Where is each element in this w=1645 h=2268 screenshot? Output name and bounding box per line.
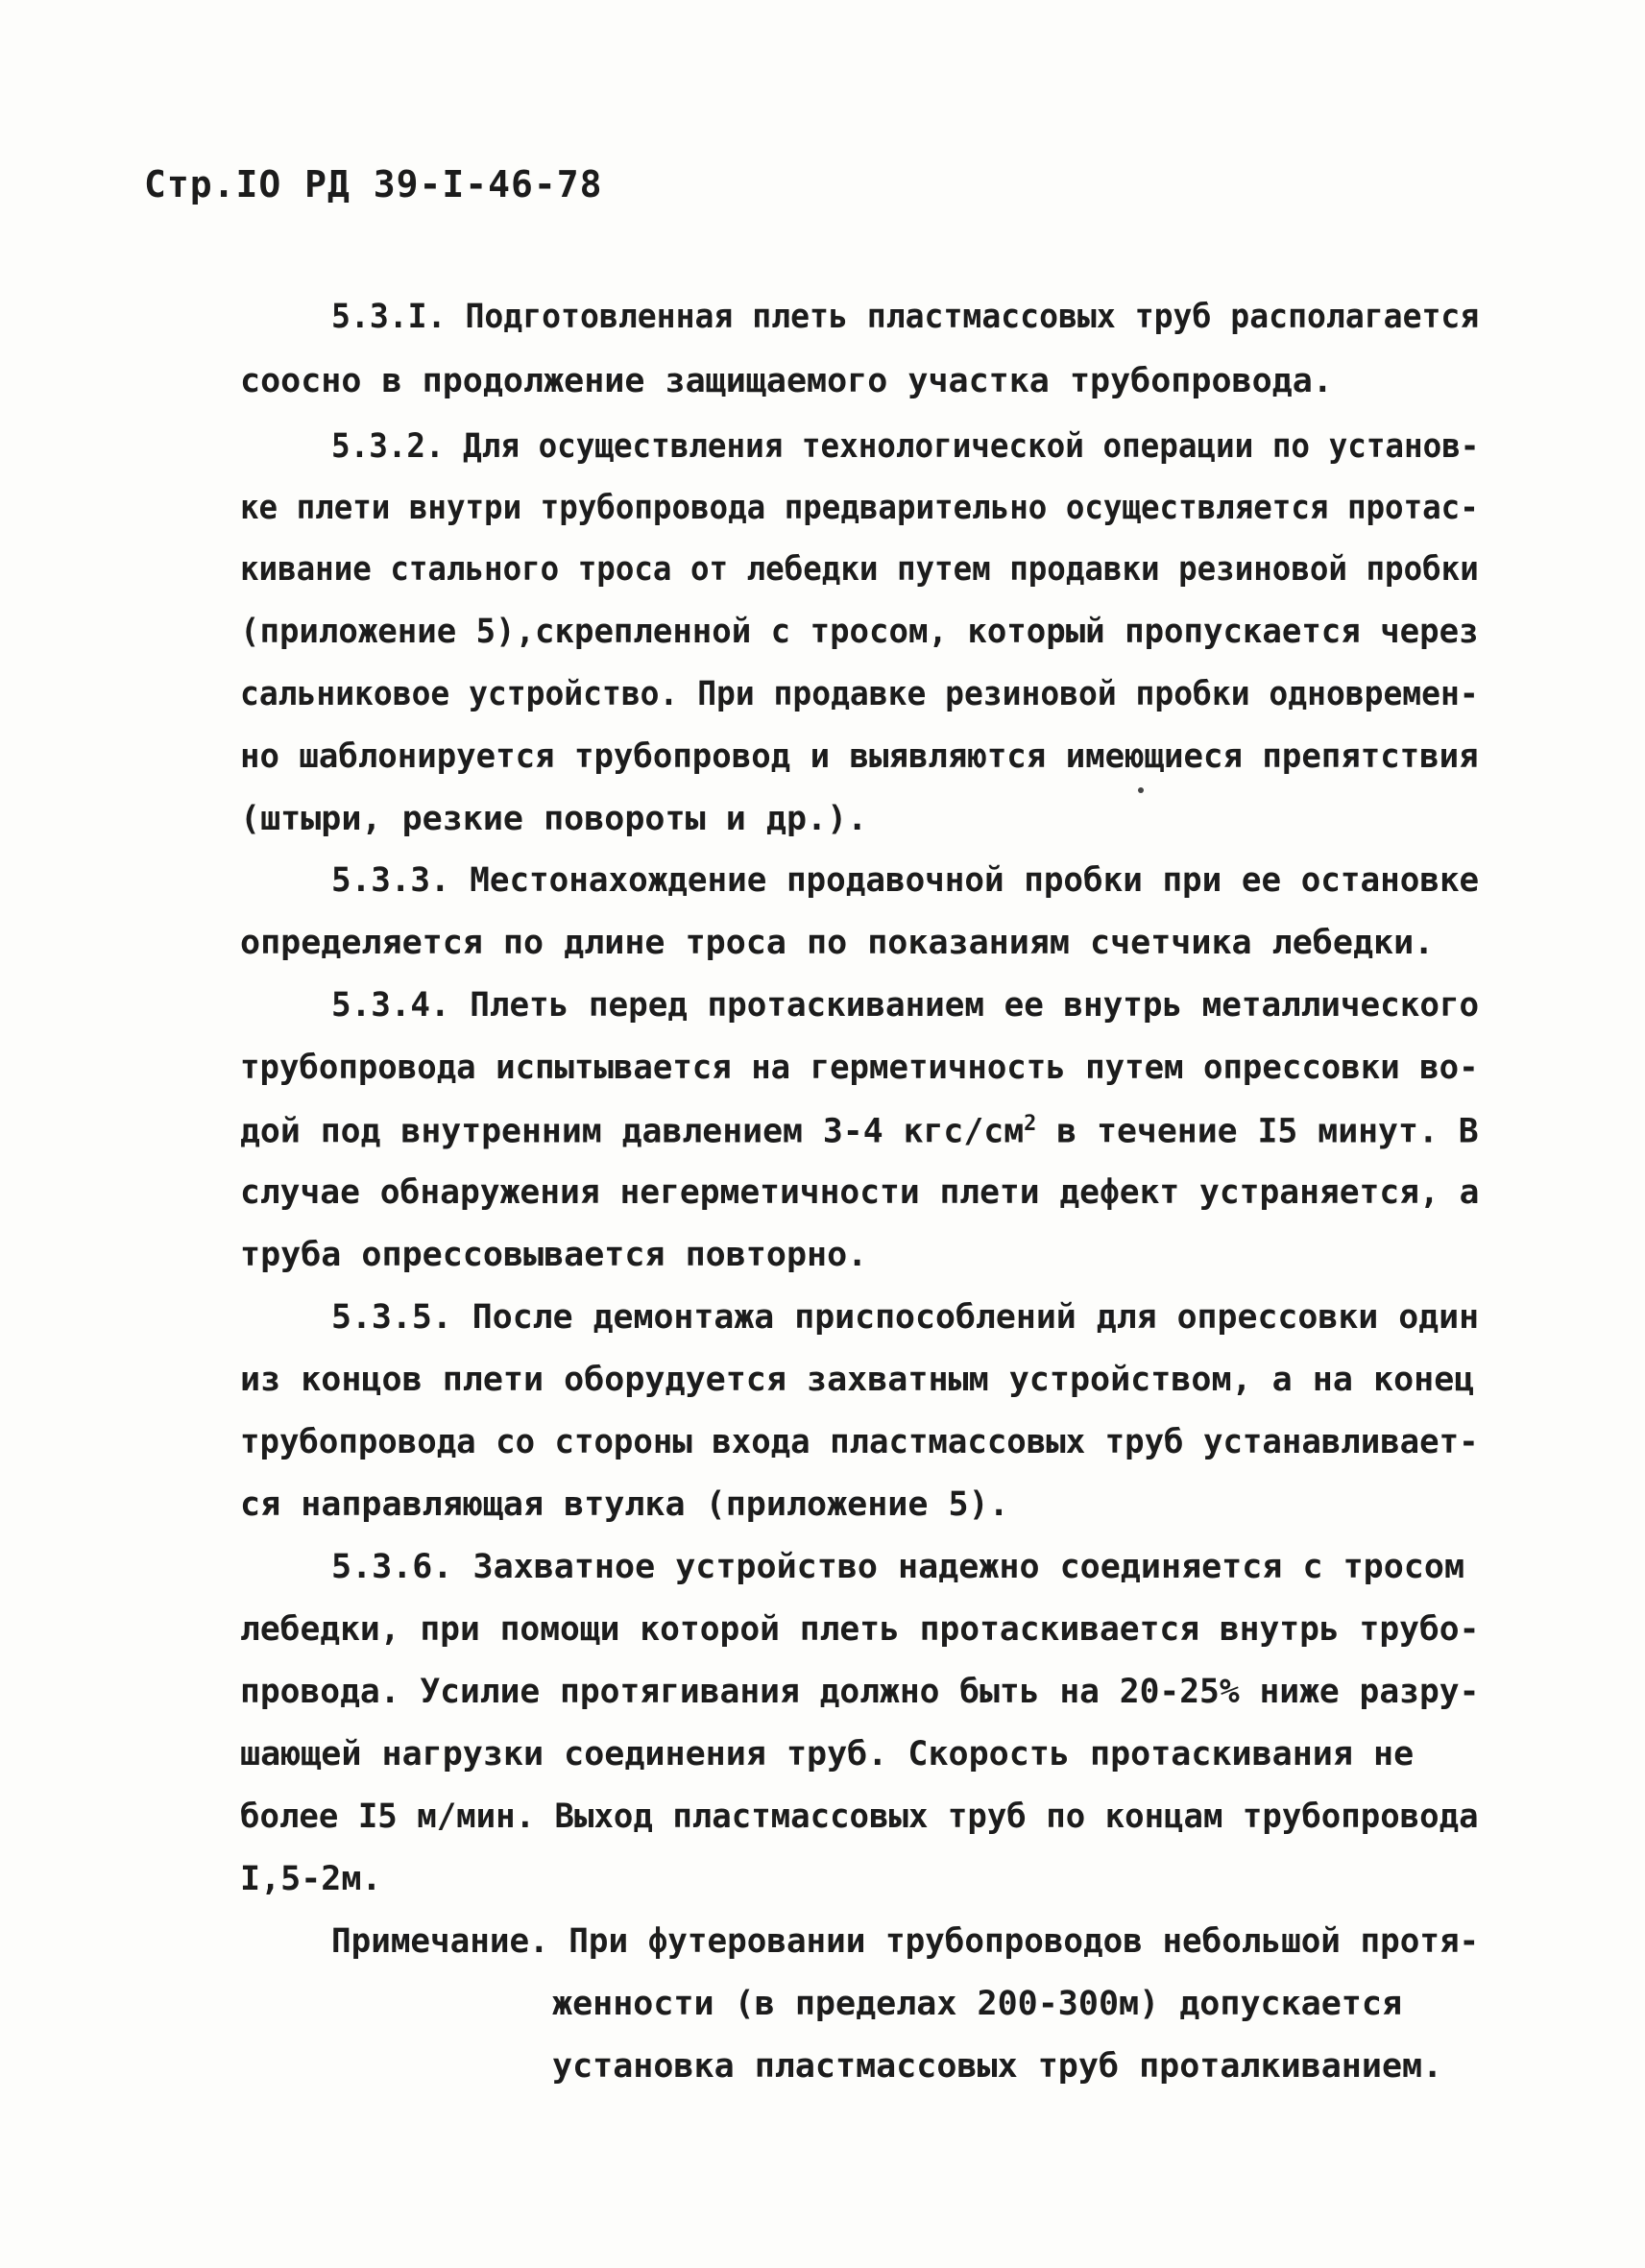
text-line: 5.3.4. Плеть перед протаскиванием ее внутрь металлического (331, 986, 1480, 1025)
text-line: шающей нагрузки соединения труб. Скорость протаскивания не (240, 1735, 1415, 1773)
text-line (240, 1114, 1479, 1149)
superscript: 2 (1024, 1112, 1037, 1136)
text-line: 5.3.I. Подготовленная плеть пластмассовых труб располагается (331, 298, 1480, 336)
text-line: случае обнаружения негерметичности плети дефект устраняется, а (240, 1173, 1480, 1212)
text-line: но шаблонируется трубопровод и выявляются имеющиеся препятствия (240, 737, 1479, 776)
note-line: женности (в пределах 200-300м) допускается (552, 1985, 1403, 2023)
text-line: 5.3.6. Захватное устройство надежно соединяется с тросом (331, 1548, 1465, 1586)
text-line: провода. Усилие протягивания должно быть на 20-25% ниже разру- (240, 1673, 1480, 1711)
text-line: лебедки, при помощи которой плеть протаскивается внутрь трубо- (240, 1610, 1480, 1649)
text-line: определяется по длине троса по показаниям счетчика лебедки. (240, 924, 1435, 962)
text-line: ке плети внутри трубопровода предварительно осуществляется протас- (240, 489, 1479, 527)
text-line: 5.3.2. Для осуществления технологической операции по установ- (331, 427, 1480, 466)
text-fragment: в течение I5 минут. В (1036, 1112, 1479, 1151)
text-line: ся направляющая втулка (приложение 5). (240, 1485, 1009, 1524)
text-line: 5.3.3. Местонахождение продавочной пробки при ее остановке (331, 861, 1480, 900)
text-line: трубопровода со стороны входа пластмассовых труб устанавливает- (240, 1423, 1479, 1461)
text-line: трубопровода испытывается на герметичность путем опрессовки во- (240, 1049, 1479, 1087)
text-line: кивание стального троса от лебедки путем продавки резиновой пробки (240, 550, 1479, 589)
ink-speck (1138, 787, 1144, 793)
text-line: сальниковое устройство. При продавке резиновой пробки одновремен- (240, 675, 1479, 713)
text-line: 5.3.5. После демонтажа приспособлений для опрессовки один (331, 1298, 1480, 1337)
text-line: труба опрессовывается повторно. (240, 1236, 868, 1274)
text-line: I,5-2м. (240, 1860, 382, 1898)
page-header: Стр.IO РД 39-I-46-78 (144, 163, 603, 205)
text-line: соосно в продолжение защищаемого участка трубопровода. (240, 362, 1333, 400)
text-line: более I5 м/мин. Выход пластмассовых труб по концам трубопровода (240, 1798, 1479, 1836)
text-line: из концов плети оборудуется захватным устройством, а на конец (240, 1361, 1475, 1399)
text-line: (штыри, резкие повороты и др.). (240, 800, 868, 838)
note-line: установка пластмассовых труб проталкиванием. (552, 2047, 1443, 2086)
note-line: Примечание. При футеровании трубопроводов небольшой протя- (331, 1922, 1480, 1961)
text-fragment: дой под внутренним давлением 3-4 кгс/см (240, 1112, 1025, 1151)
text-line: (приложение 5),скрепленной с тросом, который пропускается через (240, 613, 1479, 651)
